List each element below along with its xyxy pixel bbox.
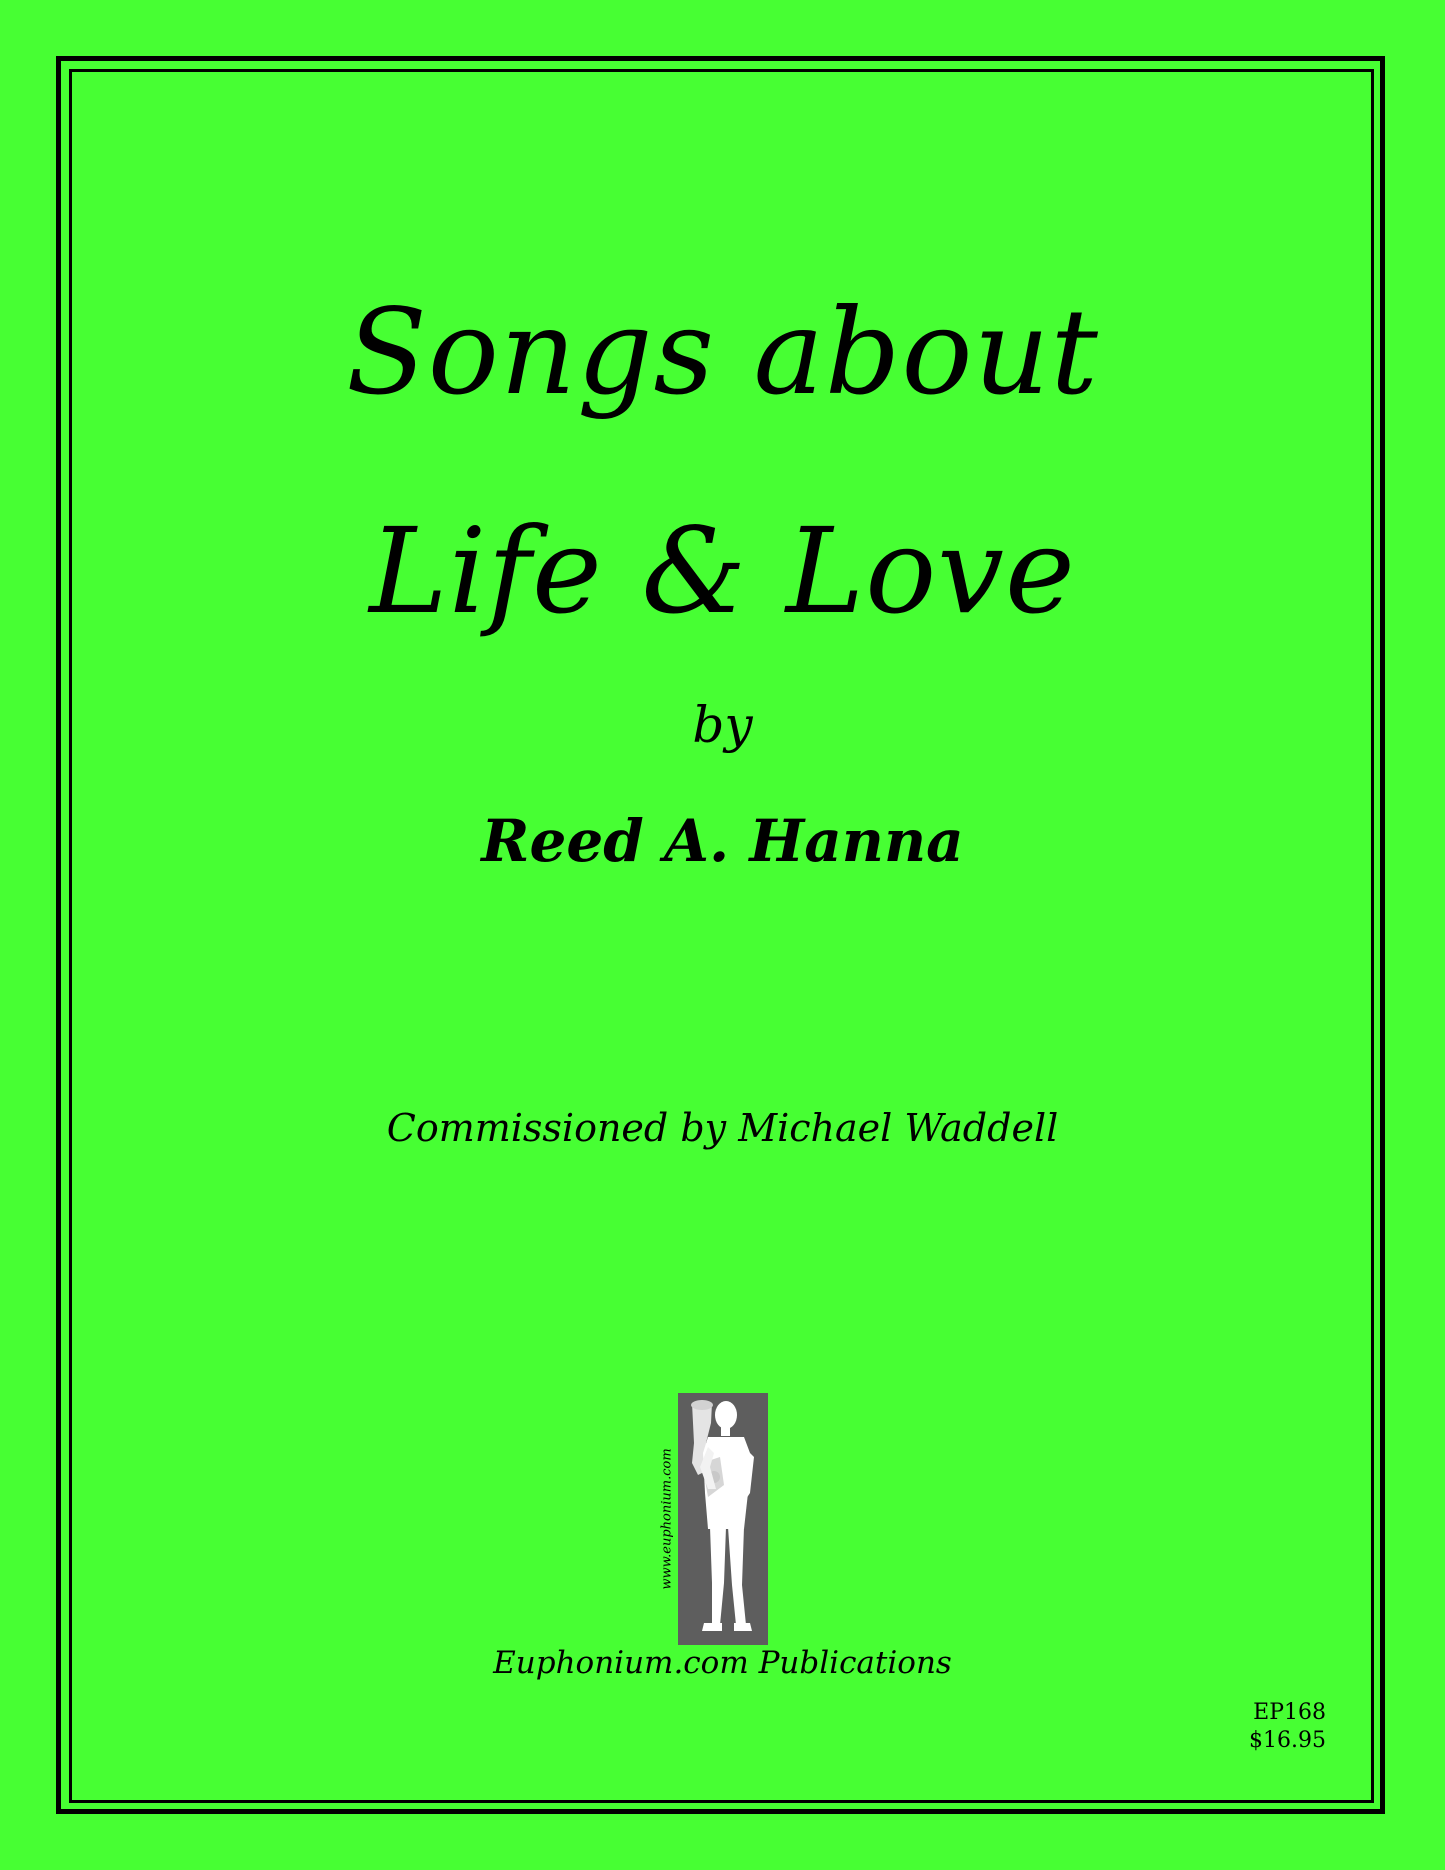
catalog-number: EP168	[1253, 1700, 1326, 1725]
logo-url-label: www.euphonium.com	[659, 1448, 675, 1590]
commission-credit: Commissioned by Michael Waddell	[386, 1106, 1059, 1150]
title-line-2: Life & Love	[369, 502, 1076, 640]
title-line-1: Songs about	[346, 283, 1099, 421]
euphonium-player-logo	[678, 1393, 768, 1645]
publisher-name: Euphonium.com Publications	[493, 1645, 952, 1681]
composer-name: Reed A. Hanna	[481, 807, 964, 875]
logo-url-text	[655, 1408, 679, 1630]
euphonium-player-silhouette-icon	[678, 1393, 768, 1645]
by-label: by	[692, 696, 753, 754]
price: $16.95	[1249, 1728, 1326, 1753]
catalog-info	[1249, 1699, 1326, 1755]
